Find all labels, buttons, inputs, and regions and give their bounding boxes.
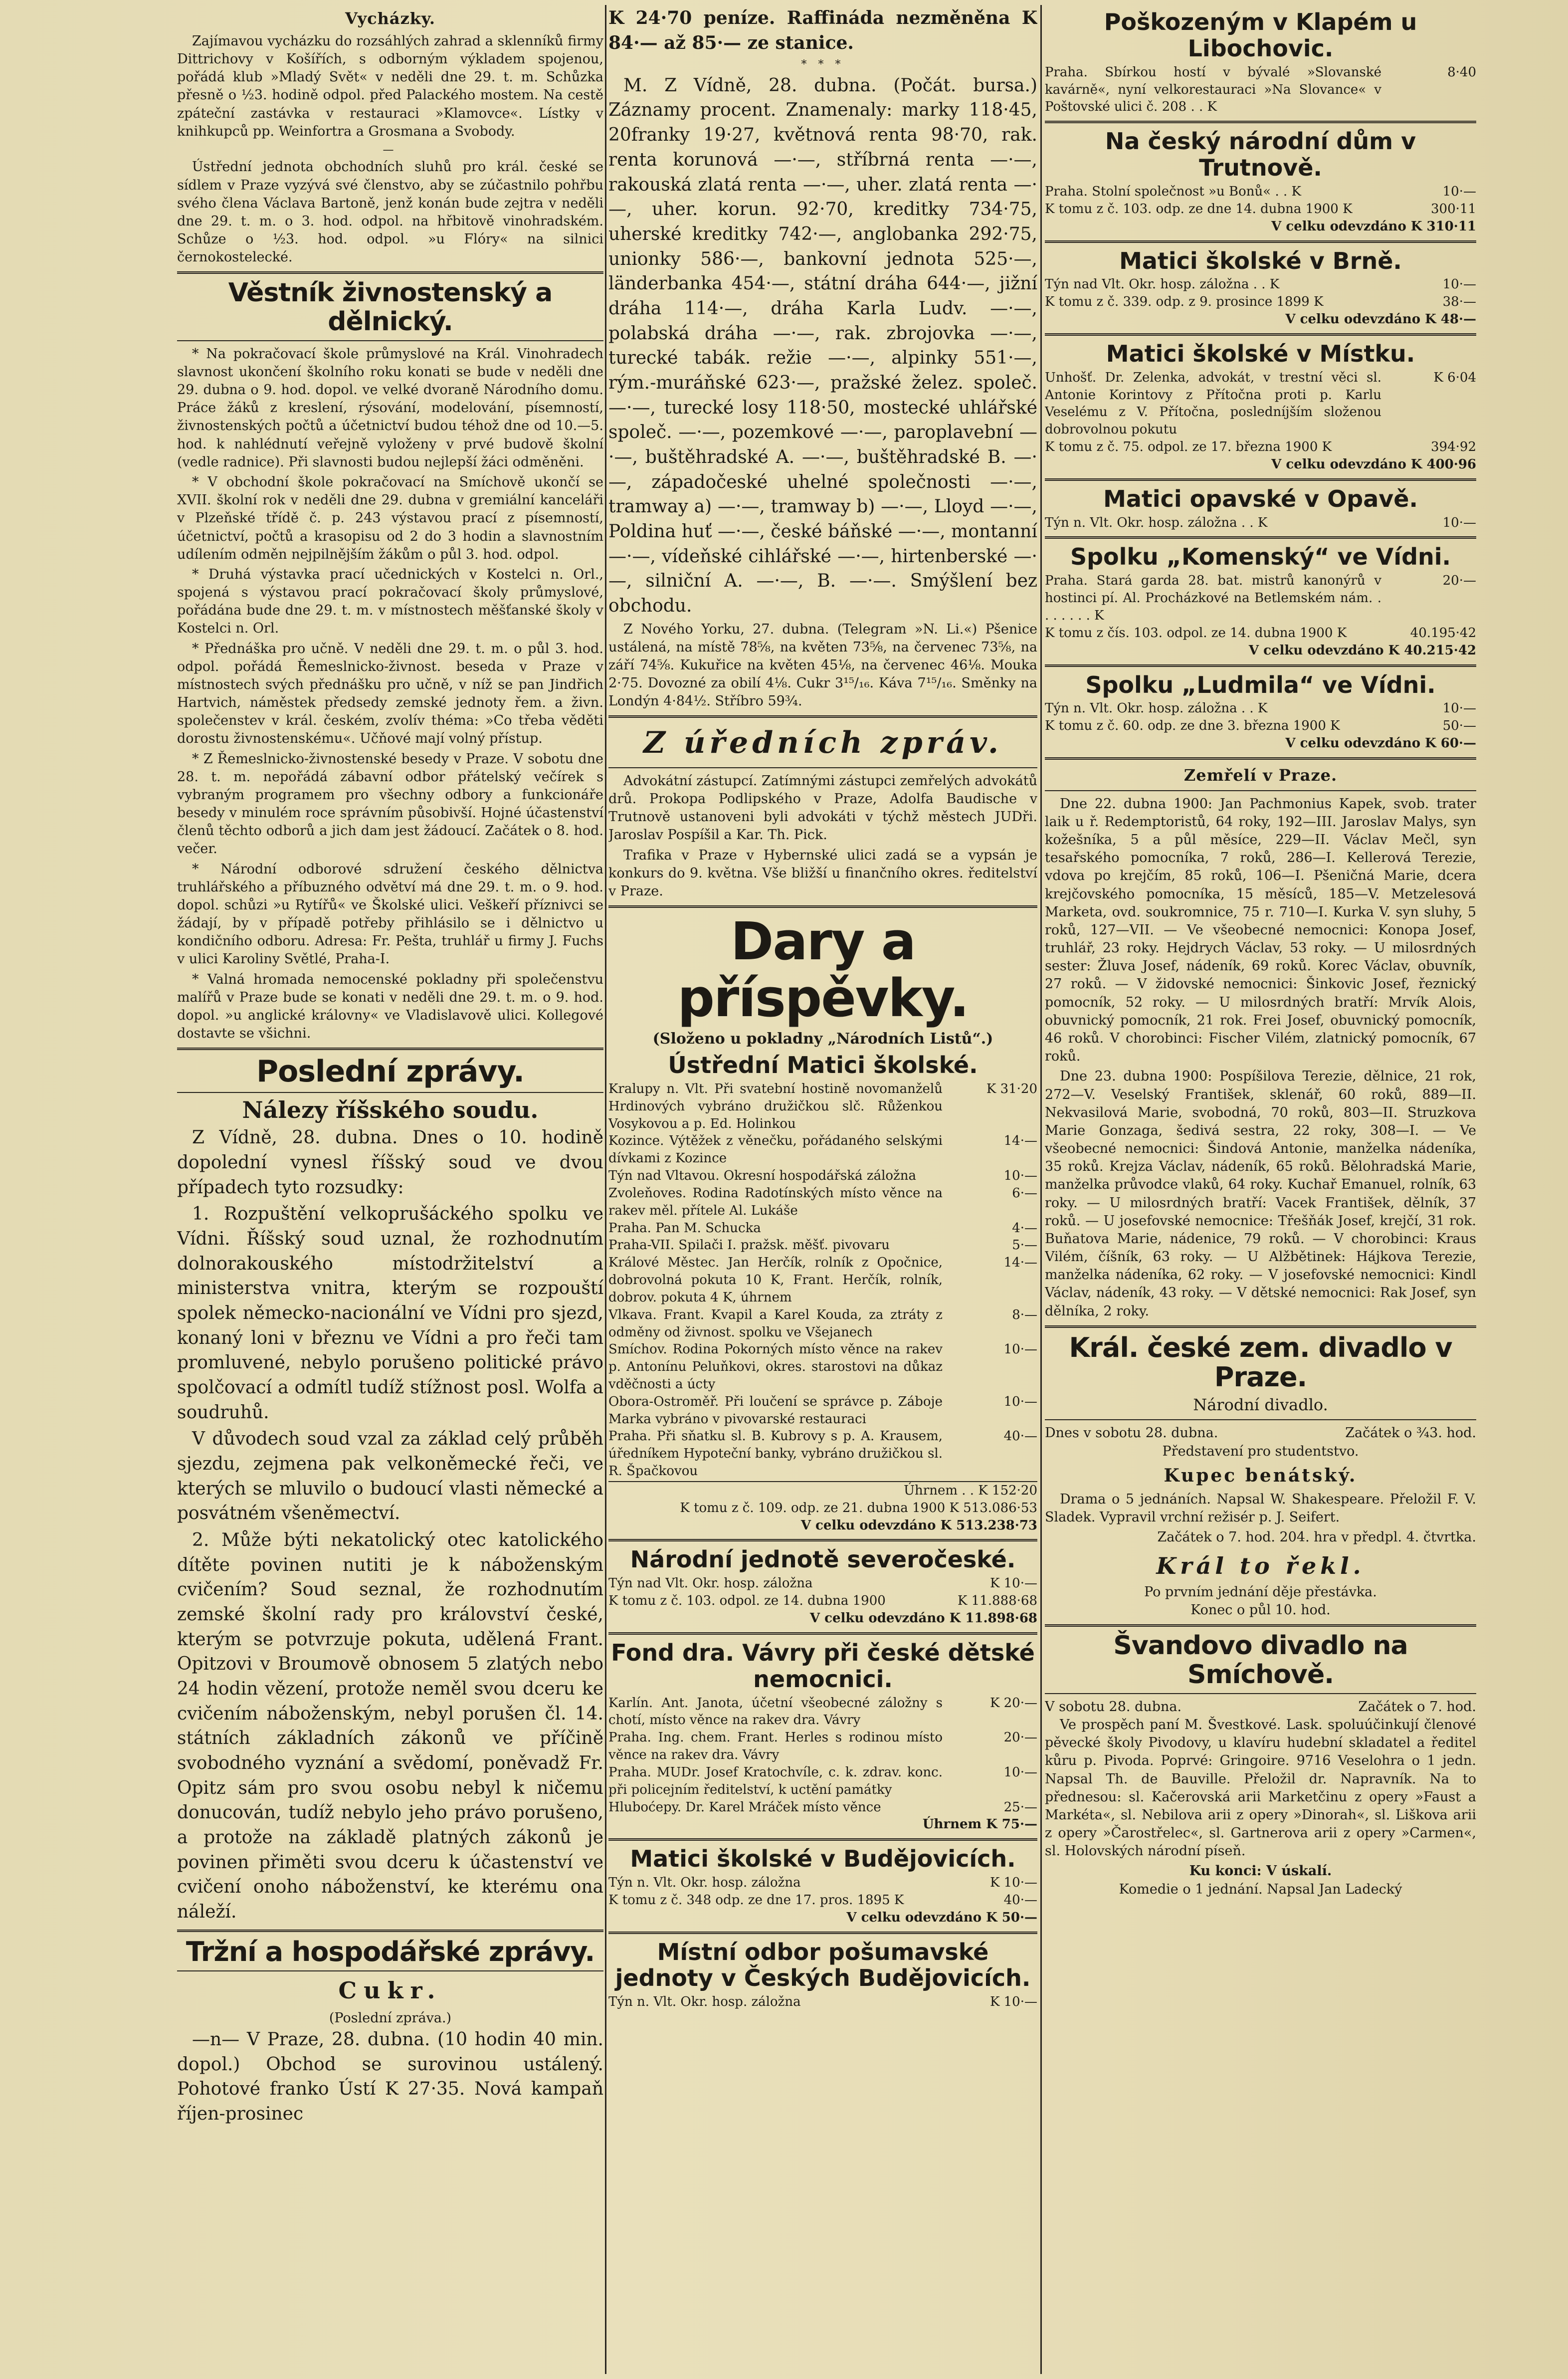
obituary-paragraph: Dne 22. dubna 1900: Jan Pachmonius Kapek, svob. trater laik u ř. Redemptoristů, 64 roky, 192—III. Jaroslav Malys, syn kožešníka, 5 a půl měsíce, 229—II. Václav Mečl, syn tesařského pomocníka, 7 roků, 286—I. Kellerová Terezie, vdova po krejčím, 85 roků, 106—I. Pšeničná Marie, dcera krejčovského pomocníka, 15 měsíců, 185—V. Metzelesová Marketa, ovd. soukromnice, 75 r. 710—I. Kurka V. syn sluhy, 5 roků, 127—VII. — Ve všeobecné nemocnici: Konopa Josef, truhlář, 23 roky. Hejdrych Václav, 53 roky. — U milosrdných sester: Žluva Josef, nádeník, 69 roků. Korec Václav, obuvník, 27 roků. — V židovské nemocnici: Šinkovic Josef, řeznický pomocník, 52 roky. — U milosrdných bratří: Mrvík Alois, obuvnický pomocník, 21 rok. Frei Josef, obuvnický pomocník, 46 roků. V chorobinci: Fischer Vilém, zlatnický pomocník, 67 roků. bbox=[1045, 796, 1476, 1065]
ledger-label: K tomu z č. 348 odp. ze dne 17. pros. 1895 K bbox=[608, 1892, 904, 1908]
theatre-program: Ve prospěch paní M. Švestkové. Lask. spoluúčinkují členové pěvecké školy Pivodovy, u klavíru hudební skladatel a ředitel kůru p. Pivoda. Poprvé: Gringoire. 9716 Veselohra o 1 jedn. Napsal Th. de Bauville. Přeložil dr. Napravník. Na to přednesou: sl. Kačerovská arii Marketčinu z opery »Faust a Markéta«, sl. Nebilova arii z opery »Dinorah«, sl. Liškova arii z opery »Čarostřelec«, sl. Gartnerova arii z opery »Carmen«, sl. Holovských národní píseň. bbox=[1045, 1717, 1476, 1859]
ledger-carry: K tomu z č. 109. odp. ze 21. dubna 1900 K 513.086·53 bbox=[680, 1500, 1037, 1515]
ledger-row bbox=[1045, 625, 1476, 642]
ledger-label: Praha. Ing. chem. Frant. Herles s rodinou místo věnce na rakev dra. Vávry bbox=[608, 1730, 943, 1763]
ledger-label: Hluboćepy. Dr. Karel Mráček místo věnce bbox=[608, 1799, 881, 1815]
ledger-label: Zvoleňoves. Rodina Radotínských místo věnce na rakev měl. přítele Al. Lukáše bbox=[608, 1185, 943, 1218]
ledger-label: K tomu z č. 339. odp. z 9. prosince 1899 K bbox=[1045, 294, 1324, 310]
ledger-amount: 25·— bbox=[1003, 1799, 1037, 1815]
ledger-row bbox=[608, 1993, 1037, 2011]
play-desc: Po prvním jednání děje přestávka. bbox=[1144, 1584, 1377, 1600]
subheading-note: (Poslední zpráva.) bbox=[329, 2010, 452, 2026]
section-divider bbox=[177, 1048, 603, 1050]
ledger-row bbox=[1045, 183, 1476, 201]
ledger-list bbox=[608, 1575, 1037, 1610]
article-paragraph: Zajímavou vycházku do rozsáhlých zahrad a sklenníků firmy Dittrichovy v Košířích, s odborným výkladem spojenou, pořádá klub »Mladý Svět« v neděli dne 29. t. m. Schůzka přesně o ½3. hodině odpol. před Palackého mostem. Na cestě zpáteční zastávka v restauraci »Klamovce«. Lístky v knihkupců pp. Weinfortra a Grosmana a Svobody. bbox=[177, 33, 603, 139]
article-paragraph: 2. Může býti nekatolický otec katolického dítěte povinen nutiti je k náboženským cvičením? Soud seznal, že rozhodnutím zemské školní rady pro království české, kterým se potvrzuje pokuta, udělená Frant. Opitzovi v Broumově obnosem 5 zlatých nebo 24 hodin vězení, protože neměl svou dceru ke cvičením náboženským, nebyl porušen čl. 14. státních základních zákonů ve příčině svobodného vyznání a svědomí, poněvadž Fr. Opitz sám pro svou osobu nebyl k ničemu donucován, tudíž nebylo jeho právo porušeno, a protože na základě platných zákonů je povinen přiměti svou dceru k účastenství ve cvičení onoho náboženství, ke kterému ona náleží. bbox=[177, 1529, 603, 1923]
ledger-total: V celku odevzdáno K 40.215·42 bbox=[1248, 643, 1476, 658]
ledger-row bbox=[608, 1799, 1037, 1816]
ledger-amount: 4·— bbox=[1012, 1220, 1037, 1236]
ledger-row bbox=[1045, 369, 1476, 438]
ledger-label: Obora-Ostroměř. Při loučení se správce p. Záboje Marka vybráno v pivovarské restauraci bbox=[608, 1394, 943, 1427]
ledger-amount: 10·— bbox=[1003, 1168, 1037, 1184]
ledger-amount: K 10·— bbox=[989, 1576, 1037, 1591]
ledger-amount: K 20·— bbox=[989, 1695, 1037, 1711]
section-heading-posledni: Poslední zprávy. bbox=[256, 1054, 524, 1089]
ledger-list bbox=[608, 1695, 1037, 1816]
ledger-label: Praha. Stará garda 28. bat. mistrů kanonýrů v hostinci pí. Al. Procházkové na Betlemském nám. . . . . . . . K bbox=[1045, 573, 1381, 624]
play-title: Kupec benátský. bbox=[1164, 1465, 1358, 1486]
section-heading-dary: Dary a příspěvky. bbox=[677, 911, 969, 1029]
ledger-label: Týn nad Vlt. Okr. hosp. záložna bbox=[608, 1576, 813, 1591]
ledger-row bbox=[608, 1306, 1037, 1341]
ledger-amount: 40·— bbox=[1003, 1429, 1037, 1444]
vestnik-list bbox=[177, 345, 603, 1043]
column-2 bbox=[608, 6, 1037, 2373]
article-paragraph: —n— V Praze, 28. dubna. (10 hodin 40 min. dopol.) Obchod se surovinou ustálený. Pohotové franko Ústí K 27·35. Nová kampaň říjen-prosinec bbox=[177, 2029, 603, 2124]
ledger-label: K tomu z čís. 103. odpol. ze 14. dubna 1900 K bbox=[1045, 625, 1347, 641]
section-heading-vestnik: Věstník živnostenský a dělnický. bbox=[228, 278, 553, 337]
fund-heading: Národní jednotě severočeské. bbox=[630, 1546, 1016, 1573]
ledger-row bbox=[608, 1592, 1037, 1610]
fund-heading: Poškozeným v Klapém u Libochovic. bbox=[1104, 8, 1417, 62]
ledger-label: Smíchov. Rodina Pokorných místo věnce na rakev p. Antonínu Peluňkovi, okres. starostovi na důkaz vděčnosti a úcty bbox=[608, 1342, 943, 1392]
ledger-row bbox=[1045, 717, 1476, 735]
column-rule bbox=[605, 5, 606, 2374]
ledger-label: Praha. Při sňatku sl. B. Kubrovy s p. A. Krausem, úředníkem Hypoteční banky, vybráno družičkou sl. R. Špačkovou bbox=[608, 1429, 943, 1479]
ledger-amount: 6·— bbox=[1012, 1185, 1037, 1201]
ledger-label: Týn nad Vlt. Okr. hosp. záložna . . K bbox=[1045, 277, 1280, 292]
ledger-row bbox=[1045, 64, 1476, 116]
fund-heading: Spolku „Komenský“ ve Vídni. bbox=[1070, 543, 1451, 571]
fund-heading: Matici školské v Místku. bbox=[1106, 340, 1415, 367]
ledger-row bbox=[608, 1237, 1037, 1254]
section-heading-zemreli: Zemřelí v Praze. bbox=[1183, 765, 1338, 785]
ledger-list bbox=[608, 1081, 1037, 1480]
ledger-label: Králové Městec. Jan Herčík, rolník z Opočnice, dobrovolná pokuta 10 K, Frant. Herčík, rolník, dobrov. pokuta 4 K, úhrnem bbox=[608, 1255, 943, 1305]
ledger-total: V celku odevzdáno K 50·— bbox=[846, 1910, 1037, 1925]
ledger-label: Vlkava. Frant. Kvapil a Karel Kouda, za ztráty z odměny od živnost. spolku ve Všejanech bbox=[608, 1307, 943, 1340]
ledger-label: Týn n. Vlt. Okr. hosp. záložna bbox=[608, 1994, 801, 2010]
theatre-name: Národní divadlo. bbox=[1193, 1395, 1328, 1414]
ledger-total: V celku odevzdáno K 60·— bbox=[1285, 736, 1476, 751]
ledger-label: K tomu z č. 103. odp. ze dne 14. dubna 1900 K bbox=[1045, 201, 1353, 216]
theatre-program: Ku konci: V úskalí. bbox=[1189, 1863, 1332, 1879]
article-paragraph: Z Nového Yorku, 27. dubna. (Telegram »N. Li.«) Pšenice ustálená, na místě 78⅝, na květen 73⅝, na červenec 73⅝, na září 74⅝. Kukuřice na květen 45⅛, na červenec 46⅛. Mouka 2·75. Dovozné za obilí 4⅛. Cukr 3¹⁵/₁₆. Káva 7¹⁵/₁₆. Směnky na Londýn 4·84½. Stříbro 59¾. bbox=[608, 621, 1037, 709]
obituary-paragraph: Dne 23. dubna 1900: Pospíšilova Terezie, dělnice, 21 rok, 272—V. Veselský František, sklenář, 60 roků, 889—II. Nekvasilová Marie, svobodná, 70 roků, 803—II. Struzkova Marie Gonzaga, šedivá sestra, 22 roky, 308—I. — Ve všeobecné nemocnici: Šindová Antonie, manželka nádeníka, 35 roků. Krejza Václav, nádeník, 65 roků. Bělohradská Marie, manželka průvodce vlaků, 64 roky. Kuchař Emanuel, rolník, 63 roky. — U milosrdných bratří: Vacek František, dělník, 37 roků. — U josefovské nemocnice: Třešňák Josef, krejčí, 31 rok. Buňatova Marie, nádenice, 79 roků. — V chorobinci: Kraus Vilém, číšník, 63 roky. — U Alžbětinek: Hájkova Terezie, manželka nádeníka, 62 roky. — V josefovské nemocnici: Kindl Václav, nádeník, 43 roky. — V dětské nemocnici: Rak Josef, syn dělníka, 2 roky. bbox=[1045, 1069, 1476, 1319]
fund-heading: Matici školské v Budějovicích. bbox=[630, 1845, 1016, 1873]
news-item: * Druhá výstavka prací učednických v Kostelci n. Orl., spojená s výstavou prací pokračovací školy průmyslové, pořádána bude dne 29. t. m. v místnostech měšťanské školy v Kostelci n. Orl. bbox=[177, 566, 603, 637]
ledger-label: Kozince. Výtěžek z věnečku, pořádaného selskými dívkami z Kozince bbox=[608, 1133, 943, 1166]
ledger-amount: K 10·— bbox=[989, 1875, 1037, 1891]
news-item: * Valná hromada nemocenské pokladny při společenstvu malířů v Praze bude se konati v neděli dne 29. t. m. o 9. hod. dopol. »u anglické královny« ve Vladislavově ulici. Kollegové dostavte se všichni. bbox=[177, 971, 603, 1042]
section-divider bbox=[177, 271, 603, 274]
ledger-amount: 10·— bbox=[1003, 1394, 1037, 1409]
ledger-row bbox=[1045, 514, 1476, 532]
ledger-amount: 20·— bbox=[1442, 573, 1476, 589]
ledger-amount: 300·11 bbox=[1431, 201, 1476, 216]
news-item: * V obchodní škole pokračovací na Smíchově ukončí se XVII. školní rok v neděli dne 29. dubna v gremiální kanceláři v Plzeňské třídě č. p. 243 výstavou prací z písemností, účetnictví, počtů a krasopisu od 2 do 3 hodin a slavnostním udílením odměn nejpilnějším žákům o půl 3. hod. odpol. bbox=[177, 474, 603, 562]
play-desc: Drama o 5 jednáních. Napsal W. Shakespeare. Přeložil F. V. Sladek. Vypravil vrchní režisér p. J. Seifert. bbox=[1045, 1491, 1476, 1525]
ledger-label: Týn n. Vlt. Okr. hosp. záložna . . K bbox=[1045, 515, 1268, 530]
section-heading-uradni: Z úředních zpráv. bbox=[643, 725, 1002, 761]
theatre-start: Začátek o ¾3. hod. bbox=[1345, 1425, 1476, 1441]
ledger-list bbox=[1045, 700, 1476, 735]
fund-heading: Matici opavské v Opavě. bbox=[1103, 485, 1418, 512]
section-heading-vychazky: Vycházky. bbox=[345, 9, 435, 28]
ledger-total: V celku odevzdáno K 400·96 bbox=[1271, 456, 1476, 472]
article-paragraph: K 24·70 peníze. Raffináda nezměněna K 84·— až 85·— ze stanice. bbox=[608, 7, 1037, 53]
ledger-row bbox=[1045, 276, 1476, 293]
news-item: * Z Řemeslnicko-živnostenské besedy v Praze. V sobotu dne 28. t. m. nepořádá zábavní odbor přátelský večírek s vybraným programem pro všechny odbory a funkcionáře besedy v minulém roce správním působivší. Hojné účastenství členů těchto odborů a jich dam jest žádoucí. Začátek o 8. hod. večer. bbox=[177, 751, 603, 857]
nalezy-list bbox=[177, 1125, 603, 1925]
ledger-amount: 20·— bbox=[1003, 1730, 1037, 1745]
ledger-label: K tomu z č. 60. odp. ze dne 3. března 1900 K bbox=[1045, 718, 1340, 734]
subheading-nalezy: Nálezy říšského soudu. bbox=[242, 1096, 539, 1124]
ledger-label: Praha. Sbírkou hostí v bývalé »Slovanské kavárně«, nyní velkorestauraci »Na Slovance« v Poštovské ulici č. 208 . . K bbox=[1045, 64, 1381, 115]
ledger-label: Unhošť. Dr. Zelenka, advokát, v trestní věci sl. Antonie Korintovy z Přítočna proti p. Karlu Veselému z V. Přítočna, posledníjším složenou dobrovolnou pokutu bbox=[1045, 370, 1381, 437]
news-item: * Přednáška pro učně. V neděli dne 29. t. m. o půl 3. hod. odpol. pořádá Řemeslnicko-živnost. beseda v Praze v místnostech svých přednášku pro učně, v níž se pan Jindřich Hartvich, náměstek předsedy zemské jednoty řem. a živn. společenstev v král. českém, zvolív théma: »Co třeba věděti dorostu živnostenskému«. Učňové mají volný přístup. bbox=[177, 641, 603, 747]
ledger-list bbox=[1045, 64, 1476, 116]
fund-heading: Místní odbor pošumavské jednoty v Českých Budějovicích. bbox=[615, 1938, 1031, 1992]
article-paragraph: Trafika v Praze v Hybernské ulici zadá se a vypsán je konkurs do 9. května. Vše bližší u finančního okres. ředitelství v Praze. bbox=[608, 847, 1037, 899]
section-divider bbox=[608, 715, 1037, 718]
ledger-amount: 40.195·42 bbox=[1410, 625, 1476, 641]
theatre-date: V sobotu 28. dubna. bbox=[1045, 1699, 1182, 1715]
play-end: Konec o půl 10. hod. bbox=[1190, 1602, 1331, 1618]
section-heading-trzni: Tržní a hospodářské zprávy. bbox=[186, 1936, 595, 1967]
fund-heading: Spolku „Ludmila“ ve Vídni. bbox=[1085, 671, 1436, 698]
theatre-start: Začátek o 7. hod. 204. hra v předpl. 4. čtvrtka. bbox=[1157, 1529, 1476, 1545]
section-heading-svandovo: Švandovo divadlo na Smíchově. bbox=[1113, 1631, 1408, 1690]
ledger-amount: 10·— bbox=[1442, 701, 1476, 716]
article-paragraph: V důvodech soud vzal za základ celý průběh sjezdu, zejmena pak velkoněmecké řeči, ve kterých se mluvilo o budoucí vlasti německé a posvátném všeněmectví. bbox=[177, 1429, 603, 1524]
theatre-start: Začátek o 7. hod. bbox=[1358, 1699, 1476, 1715]
ledger-amount: 10·— bbox=[1003, 1342, 1037, 1357]
ledger-amount: K 11.888·68 bbox=[957, 1593, 1037, 1609]
ledger-amount: K 10·— bbox=[989, 1994, 1037, 2010]
ledger-list bbox=[608, 1874, 1037, 1909]
obituary-list bbox=[1045, 795, 1476, 1320]
ledger-amount: 14·— bbox=[1003, 1133, 1037, 1149]
ledger-row bbox=[608, 1874, 1037, 1892]
section-divider bbox=[177, 1930, 603, 1932]
ledger-amount: 10·— bbox=[1442, 515, 1476, 530]
ledger-amount: 394·92 bbox=[1431, 439, 1476, 455]
ledger-list bbox=[608, 1993, 1037, 2011]
fund-heading: Ústřední Matici školské. bbox=[668, 1052, 978, 1079]
ledger-row bbox=[608, 1575, 1037, 1592]
ledger-row bbox=[1045, 293, 1476, 311]
ledger-amount: 10·— bbox=[1442, 277, 1476, 292]
column-rule bbox=[1040, 5, 1042, 2374]
ledger-row bbox=[608, 1132, 1037, 1167]
theatre-note: Představení pro studentstvo. bbox=[1162, 1443, 1359, 1459]
column-3 bbox=[1045, 6, 1476, 2373]
section-divider bbox=[608, 905, 1037, 908]
theatre-date: Dnes v sobotu 28. dubna. bbox=[1045, 1425, 1218, 1441]
news-item: * Na pokračovací škole průmyslové na Král. Vinohradech slavnost ukončení školního roku konati se bude v neděli dne 29. dubna o 9. hod. dopol. ve velké dvoraně Národního domu. Práce žáků z kreslení, rýsování, modelování, písemností, živnostenských počtů a účetnictví budou téhož dne od 10.—5. hod. k nahlédnutí veřejně vyloženy v prvé budově školní (vedle radnice). Při slavnosti budou nejlepší žáci odměněni. bbox=[177, 346, 603, 470]
ledger-amount: K 6·04 bbox=[1433, 370, 1476, 385]
ledger-amount: 5·— bbox=[1012, 1238, 1037, 1253]
ledger-list bbox=[1045, 514, 1476, 532]
ledger-row bbox=[1045, 201, 1476, 218]
fund-heading: Na český národní dům v Trutnově. bbox=[1105, 128, 1416, 182]
article-paragraph: Z Vídně, 28. dubna. Dnes o 10. hodině dopolední vynesl říšský soud ve dvou případech tyto rozsudky: bbox=[177, 1127, 603, 1198]
ledger-row bbox=[608, 1341, 1037, 1393]
ledger-total: Úhrnem K 75·— bbox=[922, 1817, 1037, 1832]
play-title: Král to řekl. bbox=[1156, 1552, 1365, 1579]
ledger-row bbox=[1045, 700, 1476, 717]
ledger-row bbox=[608, 1185, 1037, 1220]
ledger-amount: 14·— bbox=[1003, 1255, 1037, 1271]
ledger-row bbox=[608, 1695, 1037, 1730]
article-paragraph: Ústřední jednota obchodních sluhů pro král. české se sídlem v Praze vyzývá své členstvo, aby se zúčastnilo pohřbu svého člena Václava Bartoně, jenž konán bude zejtra v neděli dne 29. t. m. o 3. hod. odpol. na hřbitově vinohradském. Schůze o ½3. hod. odpol. »u Flóry« na silnici černokostelecké. bbox=[177, 159, 603, 265]
theatre-program: Komedie o 1 jednání. Napsal Jan Ladecký bbox=[1119, 1881, 1402, 1897]
ledger-amount: 10·— bbox=[1442, 184, 1476, 200]
news-item: * Národní odborové sdružení českého dělnictva truhlářského a příbuzného odvětví má dne 29. t. m. o 9. hod. dopol. schůzi »u Rytířů« ve Školské ulici. Veškeří příznivci se žádají, by v případě potřeby přihlásilo se i dělnictvo u kondičního odboru. Adresa: Fr. Pešta, truhlář u firmy J. Fuchs v ulici Karoliny Světlé, Praha-I. bbox=[177, 861, 603, 967]
ledger-label: Karlín. Ant. Janota, účetní všeobecné záložny s chotí, místo věnce na rakev dra. Vávry bbox=[608, 1695, 943, 1728]
ledger-amount: 38·— bbox=[1442, 294, 1476, 310]
ledger-row bbox=[1045, 572, 1476, 624]
ledger-list bbox=[1045, 276, 1476, 311]
ledger-total: V celku odevzdáno K 48·— bbox=[1285, 312, 1476, 327]
article-paragraph: Advokátní zástupcí. Zatímnými zástupci zemřelých advokátů drů. Prokopa Podlipského v Praze, Adolfa Baudische v Trutnově ustanoveni byli advokáti v týchž městech JUDři. Jaroslav Pospíšil a Kar. Th. Pick. bbox=[608, 773, 1037, 843]
ledger-amount: 10·— bbox=[1003, 1764, 1037, 1780]
ledger-row bbox=[1045, 438, 1476, 456]
column-1: Vycházky. Zajímavou vycházku do rozsáhlých zahrad a sklenníků firmy Dittrichovy v Košířích, s odborným výkladem spojenou, pořádá klub »Mladý Svět« v neděli dne 29. t. m. Schůzka přesně o ½3. hodině odpol. před Palackého mostem. Na cestě zpáteční zastávka v restauraci »Klamovce«. Lístky v knihkupců pp. Weinfortra a Grosmana a Svobody. — Ústřední jednota obchodních sluhů pro král. české se sídlem v Praze vyzývá své členstvo, aby se zúčastnilo pohřbu svého člena Václava Bartoně, jenž konán bude zejtra v neděli dne 29. t. m. o 3. hod. odpol. na hřbitově vinohradském. Schůze o ½3. hod. odpol. »u Flóry« na silnici černokostelecké. Věstník živnostenský a dělnický. * Na pokračovací škole průmyslové na Král. Vinohradech slavnost ukončení školního roku konati se bude v neděli dne 29. dubna o 9. hod. dopol. ve velké dvoraně Národního domu. Práce žáků z kreslení, rýsování, modelování, písemností, živnostenských počtů a účetnictví budou téhož dne od 10.—5. hod. k nahlédnutí veřejně vyloženy v prvé budově školní (vedle radnice). Při slavnosti budou nejlepší žáci odměněni. * V obchodní škole pokračovací na Smíchově ukončí se XVII. školní rok v neděli dne 29. dubna v gremiální kanceláři v Plzeňské třídě č. p. 243 výstavou prací z písemností, účetnictví, počtů a krasopisu od 2 do 3 hodin a slavnostním udílením odměn nejpilnějším žákům o půl 3. hod. odpol. * Druhá výstavka prací učednických v Kostelci n. Orl., spojená s výstavou prací pokračovací školy průmyslové, pořádána bude dne 29. t. m. v místnostech měšťanské školy v Kostelci n. Orl. * Přednáška pro učně. V neděli dne 29. t. m. o půl 3. hod. odpol. pořádá Řemeslnicko-živnost. beseda v Praze v místnostech svých přednášku pro učně, v níž se pan Jindřich Hartvich, náměstek předsedy zemské jednoty řem. a živn. společenstev v král. českém, zvolív théma: »Co třeba věděti dorostu živnostenskému«. Učňové mají volný přístup. * Z Řemeslnicko-živnostenské besedy v Praze. V sobotu dne 28. t. m. nepořádá zábavní odbor přátelský večírek s vybraným programem pro všechny odbory a funkcionáře besedy v minulém roce správním působivší. Hojné účastenství členů těchto odborů a jich dam jest žádoucí. Začátek o 8. hod. večer. * Národní odborové sdružení českého dělnictva truhlářského a příbuzného odvětví má dne 29. t. m. o 9. hod. dopol. schůzi »u Rytířů« ve Školské ulici. Veškeří příznivci se žádají, by v případě potřeby přihlásilo se i dělnictvo u kondičního odboru. Adresa: Fr. Pešta, truhlář u firmy J. Fuchs v ulici Karoliny Světlé, Praha-I. * Valná hromada nemocenské pokladny při společenstvu malířů v Praze bude se konati v neděli dne 29. t. m. o 9. hod. dopol. »u anglické královny« ve Vladislavově ulici. Kollegové dostavte se všichni. Poslední zprávy. Nálezy říšského soudu. Z Vídně, 28. dubna. Dnes o 10. hodině dopolední vynesl říšský soud ve dvou případech tyto rozsudky: 1. Rozpuštění velkoprušáckého spolku ve Vídni. Říšský soud uznal, že rozhodnutím dolnorakouského místodržitelství a ministerstva vnitra, kterým se rozpouští spolek německo-nacionální ve Vídni pro sjezd, konaný loni v březnu ve Vídni a pro řeči tam promluvené, nebylo porušeno politické právo spolčovací a odmítl tudíž stížnost posl. Wolfa a soudruhů. V důvodech soud vzal za základ celý průběh sjezdu, zejmena pak velkoněmecké řeči, ve kterých se mluvilo o budoucí vlasti německé a posvátném všeněmectví. 2. Může býti nekatolický otec katolického dítěte povinen nutiti je k náboženským cvičením? Soud seznal, že rozhodnutím zemské školní rady pro království české, kterým se potvrzuje pokuta, udělená Frant. Opitzovi v Broumově obnosem 5 zlatých nebo 24 hodin vězení, protože neměl svou dceru ke cvičením náboženským, nebyl porušen čl. 14. státních základních zákonů ve příčině svobodného vyznání a svědomí, poněvadž Fr. Opitz sám pro svou osobu nebyl k ničemu donucován, tudíž nebylo jeho právo porušeno, a protože na základě platných zákonů je povinen přiměti svou dceru k účastenství ve cvičení onoho náboženství, ke kterému ona náleží. Tržní a hospodářské zprávy. Cukr. (Poslední zpráva.) —n— V Praze, 28. dubna. (10 hodin 40 min. dopol.) Obchod se surovinou ustálený. Pohotové franko Ústí K 27·35. Nová kampaň říjen-prosinec bbox=[177, 6, 603, 2373]
ledger-label: K tomu z č. 75. odpol. ze 17. března 1900 K bbox=[1045, 439, 1332, 455]
ledger-total: V celku odevzdáno K 310·11 bbox=[1271, 218, 1476, 234]
ledger-list bbox=[1045, 572, 1476, 642]
ledger-amount: 8·— bbox=[1012, 1307, 1037, 1322]
ledger-row bbox=[608, 1764, 1037, 1799]
fund-heading: Fond dra. Vávry při české dětské nemocnici. bbox=[611, 1639, 1035, 1693]
ledger-amount: 8·40 bbox=[1447, 64, 1476, 80]
ledger-amount: 50·— bbox=[1442, 718, 1476, 734]
ledger-label: Praha. Stolní společnost »u Bonů« . . K bbox=[1045, 184, 1301, 200]
ledger-total: V celku odevzdáno K 11.898·68 bbox=[809, 1610, 1037, 1626]
ledger-row bbox=[608, 1892, 1037, 1909]
ledger-row bbox=[608, 1729, 1037, 1764]
ledger-row bbox=[608, 1220, 1037, 1237]
ledger-row bbox=[608, 1428, 1037, 1480]
fund-heading: Matici školské v Brně. bbox=[1119, 247, 1402, 274]
ledger-label: Praha. MUDr. Josef Kratochvíle, c. k. zdrav. konc. při policejním ředitelství, k uctění památky bbox=[608, 1764, 943, 1797]
ornament: * * * bbox=[801, 58, 845, 71]
section-heading-divadlo: Král. české zem. divadlo v Praze. bbox=[1069, 1331, 1452, 1393]
ledger-amount: K 31·20 bbox=[986, 1081, 1037, 1096]
ledger-label: Týn nad Vltavou. Okresní hospodářská záložna bbox=[608, 1168, 916, 1184]
ledger-total: V celku odevzdáno K 513.238·73 bbox=[800, 1517, 1037, 1533]
ledger-row bbox=[608, 1393, 1037, 1428]
ledger-amount: 40·— bbox=[1003, 1892, 1037, 1908]
ledger-list bbox=[1045, 183, 1476, 218]
ledger-row bbox=[608, 1081, 1037, 1132]
ledger-row bbox=[608, 1167, 1037, 1185]
ledger-subtotal: Úhrnem . . K 152·20 bbox=[904, 1483, 1037, 1498]
ledger-label: Praha. Pan M. Schucka bbox=[608, 1220, 761, 1236]
ledger-label: Týn n. Vlt. Okr. hosp. záložna . . K bbox=[1045, 701, 1268, 716]
ledger-label: Týn n. Vlt. Okr. hosp. záložna bbox=[608, 1875, 801, 1891]
ledger-label: Kralupy n. Vlt. Při svatební hostině novomanželů Hrdinových vybráno družičkou slč. Růženkou Vosykovou a p. Ed. Holinkou bbox=[608, 1081, 943, 1131]
subheading-cukr: Cukr. bbox=[338, 1977, 442, 2004]
article-paragraph: 1. Rozpuštění velkoprušáckého spolku ve Vídni. Říšský soud uznal, že rozhodnutím dolnorakouského místodržitelství a ministerstva vnitra, kterým se rozpouští spolek německo-nacionální ve Vídni pro sjezd, konaný loni v březnu ve Vídni a pro řeči tam promluvené, nebylo porušeno politické právo spolčovací a odmítl tudíž stížnost posl. Wolfa a soudruhů. bbox=[177, 1204, 603, 1423]
ledger-label: Praha-VII. Spilači I. pražsk. měšť. pivovaru bbox=[608, 1238, 890, 1253]
article-paragraph: M. Z Vídně, 28. dubna. (Počát. bursa.) Záznamy procent. Znamenaly: marky 118·45, 20franky 19·27, květnová renta 98·70, rak. renta korunová —·—, stříbrná renta —·—, rakouská zlatá renta —·—, uher. zlatá renta —·—, uher. korun. 92·70, kreditky 734·75, uherské kreditky 742·—, anglobanka 292·75, unionky 586·—, bankovní jednota 525·—, länderbanka 454·—, státní dráha 644·—, jižní dráha 114·—, dráha Karla Ludv. —·—, polabská dráha —·—, rak. zbrojovka —·—, turecké tabák. režie —·—, alpinky 551·—, rým.-muráňské 623·—, pražské želez. společ. —·—, turecké losy 118·50, mostecké uhlářské společ. —·—, pozemkové —·—, paroplavební —·—, buštěhradské A. —·—, buštěhradské B. —·—, západočeské uhelné společnosti —·—, tramway a) —·—, tramway b) —·—, Lloyd —·—, Poldina huť —·—, české báňské —·—, montanní —·—, vídeňské cihlářské —·—, hirtenberské —·—, silniční A. —·—, B. —·—. Smýšlení bez obchodu. bbox=[608, 75, 1037, 616]
subheading-note: (Složeno u pokladny „Národních Listů“.) bbox=[652, 1030, 993, 1048]
ledger-list bbox=[1045, 369, 1476, 456]
ledger-row bbox=[608, 1254, 1037, 1306]
ledger-label: K tomu z č. 103. odpol. ze 14. dubna 1900 bbox=[608, 1593, 886, 1609]
